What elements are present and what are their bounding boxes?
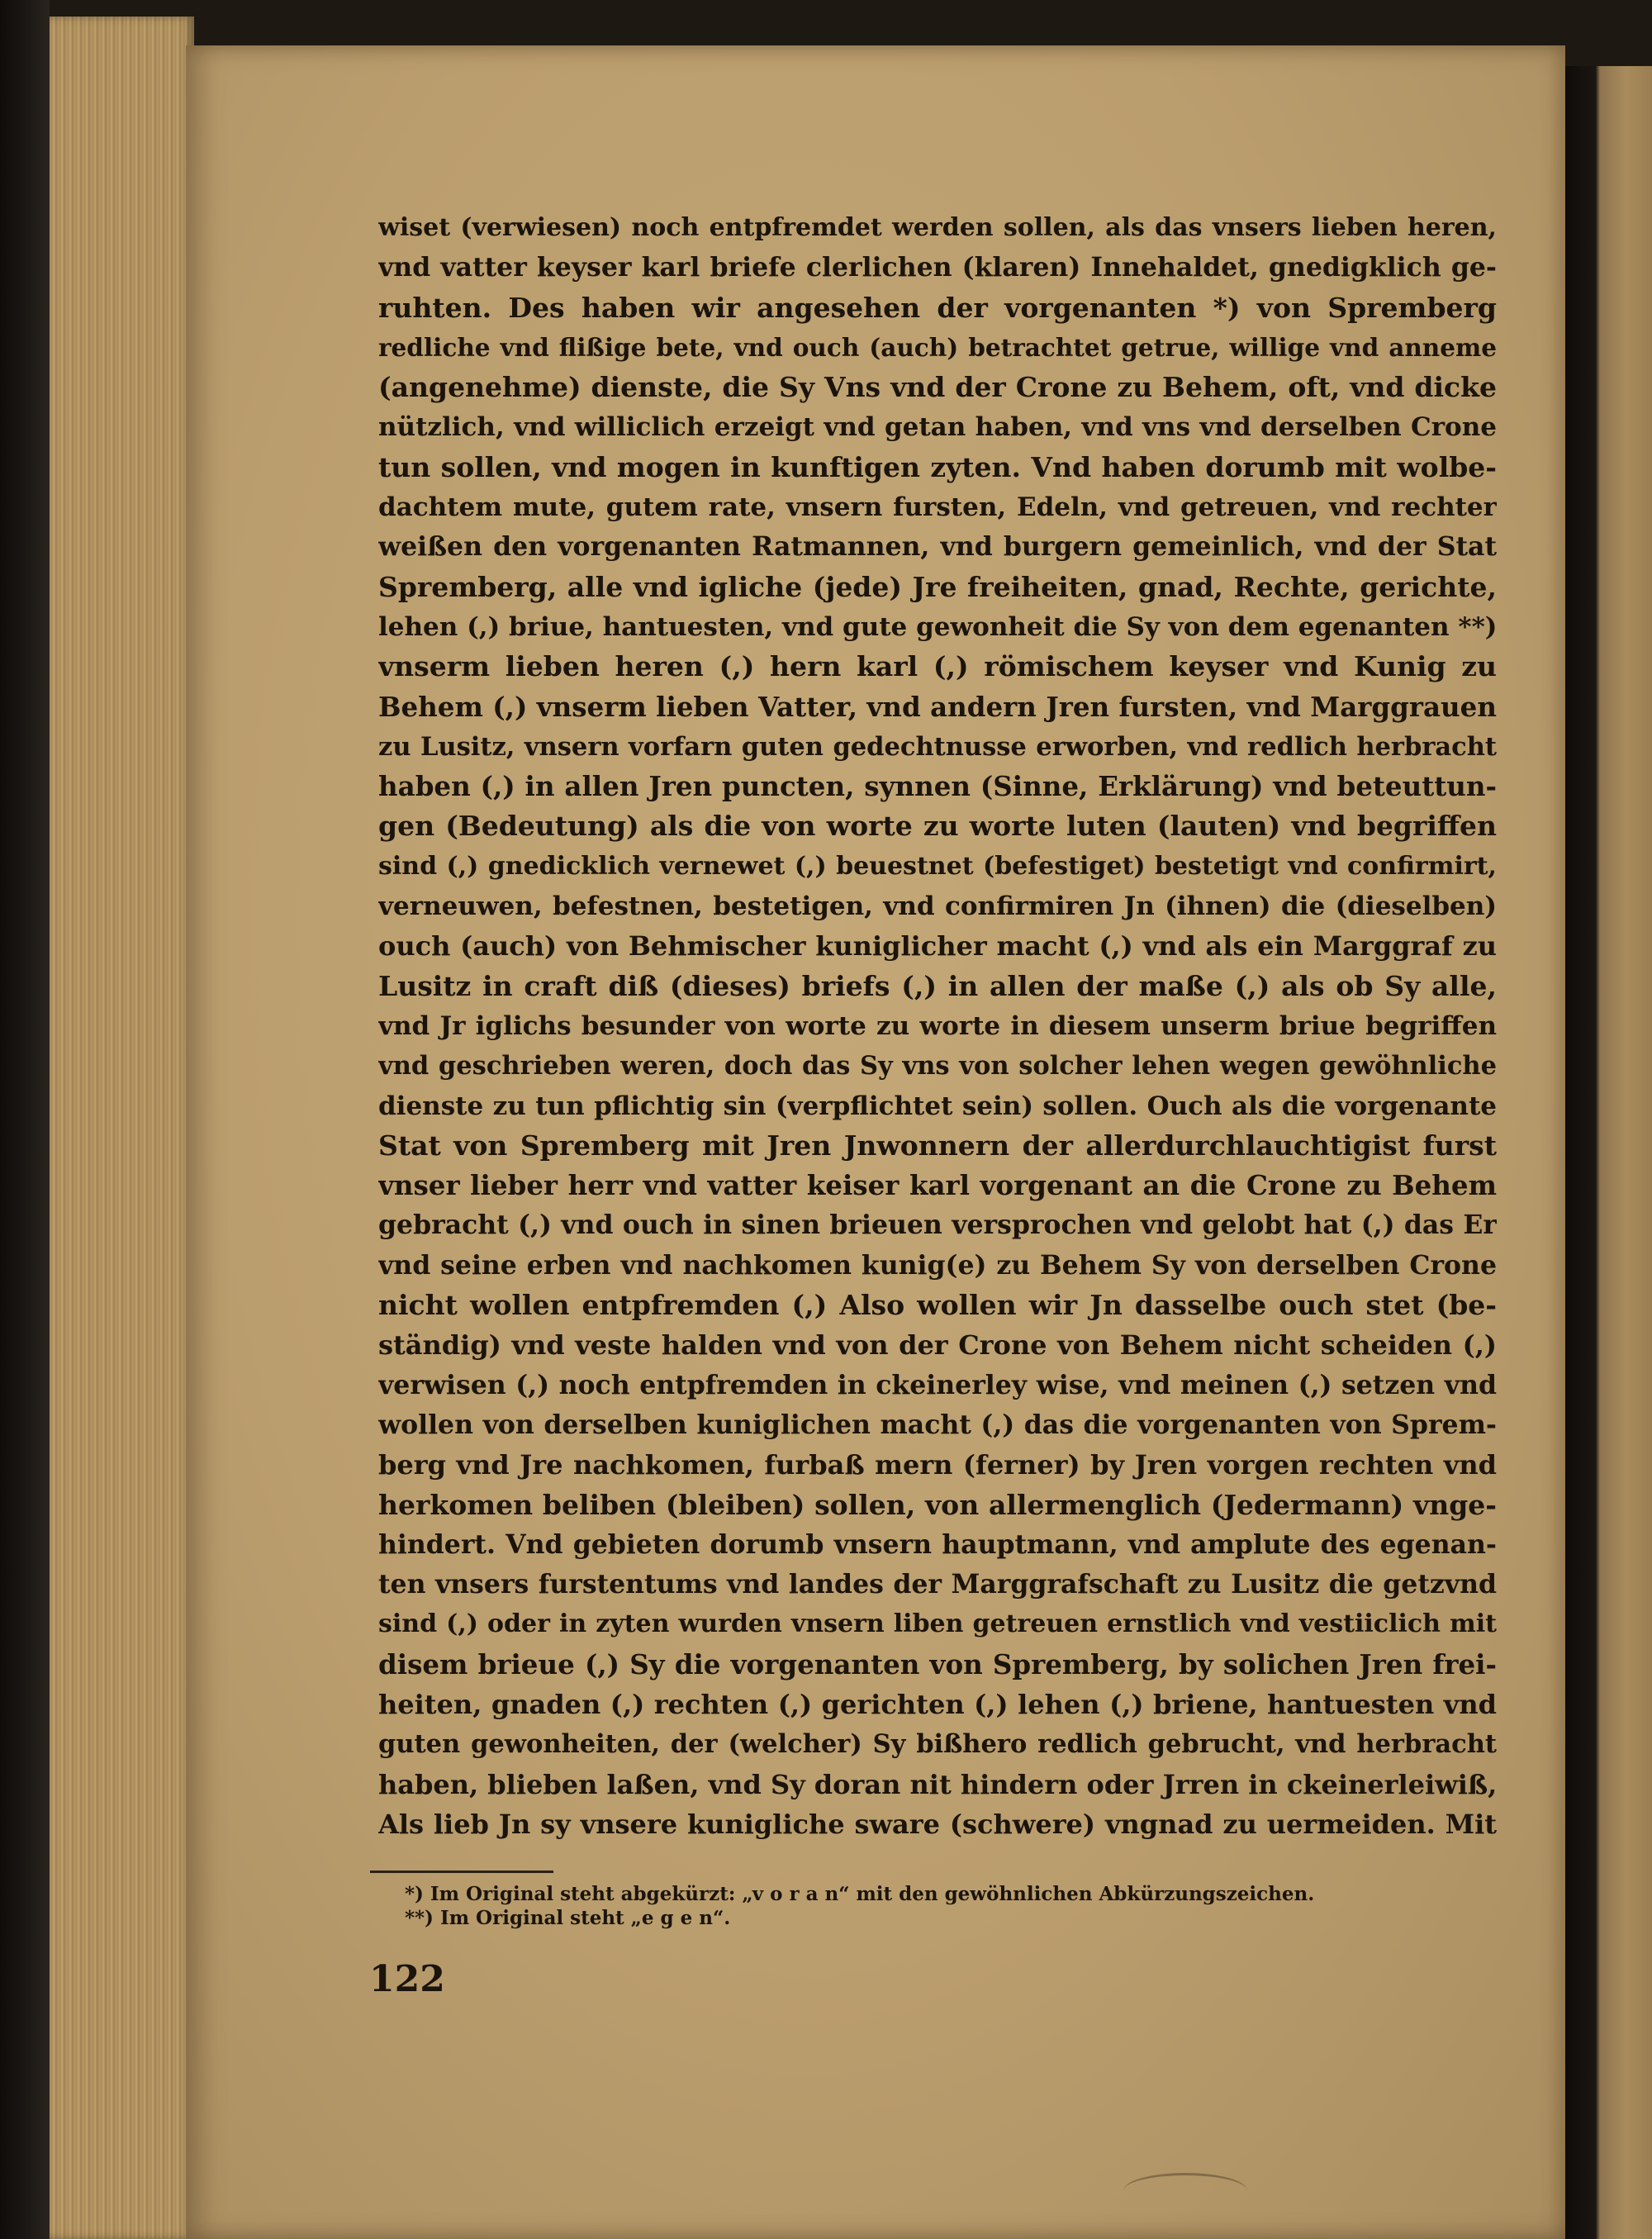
text-line: redliche vnd flißige bete, vnd ouch (auch) betrachtet getrue, willige vnd anneme (378, 332, 1497, 362)
text-line: vnserm lieben heren (,) hern karl (,) römischem keyser vnd Kunig zu (378, 650, 1497, 683)
text-line: nützlich, vnd williclich erzeigt vnd getan haben, vnd vns vnd derselben Crone (378, 412, 1497, 443)
text-line: vnser lieber herr vnd vatter keiser karl vorgenant an die Crone zu Behem (378, 1169, 1497, 1202)
text-line: dachtem mute, gutem rate, vnsern fursten, Edeln, vnd getreuen, vnd rechter (378, 492, 1497, 523)
text-line: guten gewonheiten, der (welcher) Sy bißhero redlich gebrucht, vnd herbracht (378, 1729, 1497, 1760)
footnote-2: **) Im Original steht „e g e n“. (405, 1907, 731, 1929)
text-line: berg vnd Jre nachkomen, furbaß mern (ferner) by Jren vorgen rechten vnd (378, 1449, 1497, 1481)
text-line: ouch (auch) von Behmischer kuniglicher macht (,) vnd als ein Marggraf zu (378, 930, 1497, 963)
text-line: (angenehme) dienste, die Sy Vns vnd der Crone zu Behem, oft, vnd dicke (378, 371, 1497, 404)
facing-page-edge (1565, 66, 1652, 2239)
text-line: Stat von Spremberg mit Jren Jnwonnern der allerdurchlauchtigist furst (378, 1129, 1497, 1162)
text-line: Als lieb Jn sy vnsere kunigliche sware (schwere) vngnad zu uermeiden. Mit (378, 1808, 1497, 1840)
text-line: verwisen (,) noch entpfremden in ckeinerley wise, vnd meinen (,) setzen vnd (378, 1369, 1497, 1400)
text-line: ruhten. Des haben wir angesehen der vorgenanten *) von Spremberg (378, 291, 1497, 324)
page-edges-left (50, 17, 194, 2239)
text-line: verneuwen, befestnen, bestetigen, vnd confirmiren Jn (ihnen) die (dieselben) (378, 891, 1497, 922)
text-line: zu Lusitz, vnsern vorfarn guten gedechtnusse erworben, vnd redlich herbracht (378, 731, 1497, 762)
text-line: tun sollen, vnd mogen in kunftigen zyten. Vnd haben dorumb mit wolbe- (378, 450, 1497, 483)
text-line: vnd geschrieben weren, doch das Sy vns von solcher lehen wegen gewöhnliche (378, 1051, 1497, 1081)
body-text (378, 208, 1497, 1844)
text-line: herkomen beliben (bleiben) sollen, von allermenglich (Jedermann) vnge- (378, 1488, 1497, 1521)
text-line: weißen den vorgenanten Ratmannen, vnd burgern gemeinlich, vnd der Stat (378, 531, 1497, 563)
text-line: nicht wollen entpfremden (,) Also wollen wir Jn dasselbe ouch stet (be- (378, 1289, 1497, 1322)
text-line: wiset (verwiesen) noch entpfremdet werden sollen, als das vnsers lieben heren, (378, 213, 1497, 242)
page-smudge (1123, 2173, 1247, 2208)
text-line: vnd seine erben vnd nachkomen kunig(e) zu Behem Sy von derselben Crone (378, 1249, 1497, 1281)
text-line: Spremberg, alle vnd igliche (jede) Jre freiheiten, gnad, Rechte, gerichte, (378, 570, 1497, 603)
text-line: vnd Jr iglichs besunder von worte zu worte in diesem unserm briue begriffen (378, 1010, 1497, 1041)
book-cover-edge (0, 0, 50, 2239)
text-line: lehen (,) briue, hantuesten, vnd gute gewonheit die Sy von dem egenanten **) (378, 611, 1497, 642)
text-line: vnd vatter keyser karl briefe clerlichen (klaren) Innehaldet, gnedigklich ge- (378, 252, 1497, 283)
text-line: sind (,) gnedicklich vernewet (,) beuestnet (befestiget) bestetigt vnd confirmirt, (378, 851, 1497, 881)
text-line: gebracht (,) vnd ouch in sinen brieuen versprochen vnd gelobt hat (,) das Er (378, 1210, 1497, 1241)
footnotes (405, 1882, 1479, 1930)
footnote-1: *) Im Original steht abgekürzt: „v o r a n“ mit den gewöhnlichen Abkürzungszeichen. (405, 1883, 1315, 1905)
page-number: 122 (369, 1958, 445, 2000)
footnote-divider (370, 1871, 553, 1873)
text-line: hindert. Vnd gebieten dorumb vnsern hauptmann, vnd amplute des egenan- (378, 1528, 1497, 1560)
text-line: sind (,) oder in zyten wurden vnsern liben getreuen ernstlich vnd vestiiclich mit (378, 1609, 1497, 1639)
text-line: disem brieue (,) Sy die vorgenanten von Spremberg, by solichen Jren frei- (378, 1647, 1497, 1680)
text-line: ten vnsers furstentums vnd landes der Marggrafschaft zu Lusitz die getzvnd (378, 1569, 1497, 1600)
text-line: gen (Bedeutung) als die von worte zu worte luten (lauten) vnd begriffen (378, 810, 1497, 843)
text-line: Lusitz in craft diß (dieses) briefs (,) in allen der maße (,) als ob Sy alle, (378, 969, 1497, 1002)
text-line: heiten, gnaden (,) rechten (,) gerichten (,) lehen (,) briene, hantuesten vnd (378, 1688, 1497, 1720)
text-line: haben (,) in allen Jren puncten, synnen (Sinne, Erklärung) vnd beteuttun- (378, 770, 1497, 803)
text-line: dienste zu tun pflichtig sin (verpflichtet sein) sollen. Ouch als die vorgenante (378, 1091, 1497, 1121)
text-line: wollen von derselben kuniglichen macht (,) das die vorgenanten von Sprem- (378, 1409, 1497, 1440)
text-line: haben, blieben laßen, vnd Sy doran nit hindern oder Jrren in ckeinerleiwiß, (378, 1768, 1497, 1800)
text-line: ständig) vnd veste halden vnd von der Crone von Behem nicht scheiden (,) (378, 1329, 1497, 1362)
text-line: Behem (,) vnserm lieben Vatter, vnd andern Jren fursten, vnd Marggrauen (378, 690, 1497, 723)
